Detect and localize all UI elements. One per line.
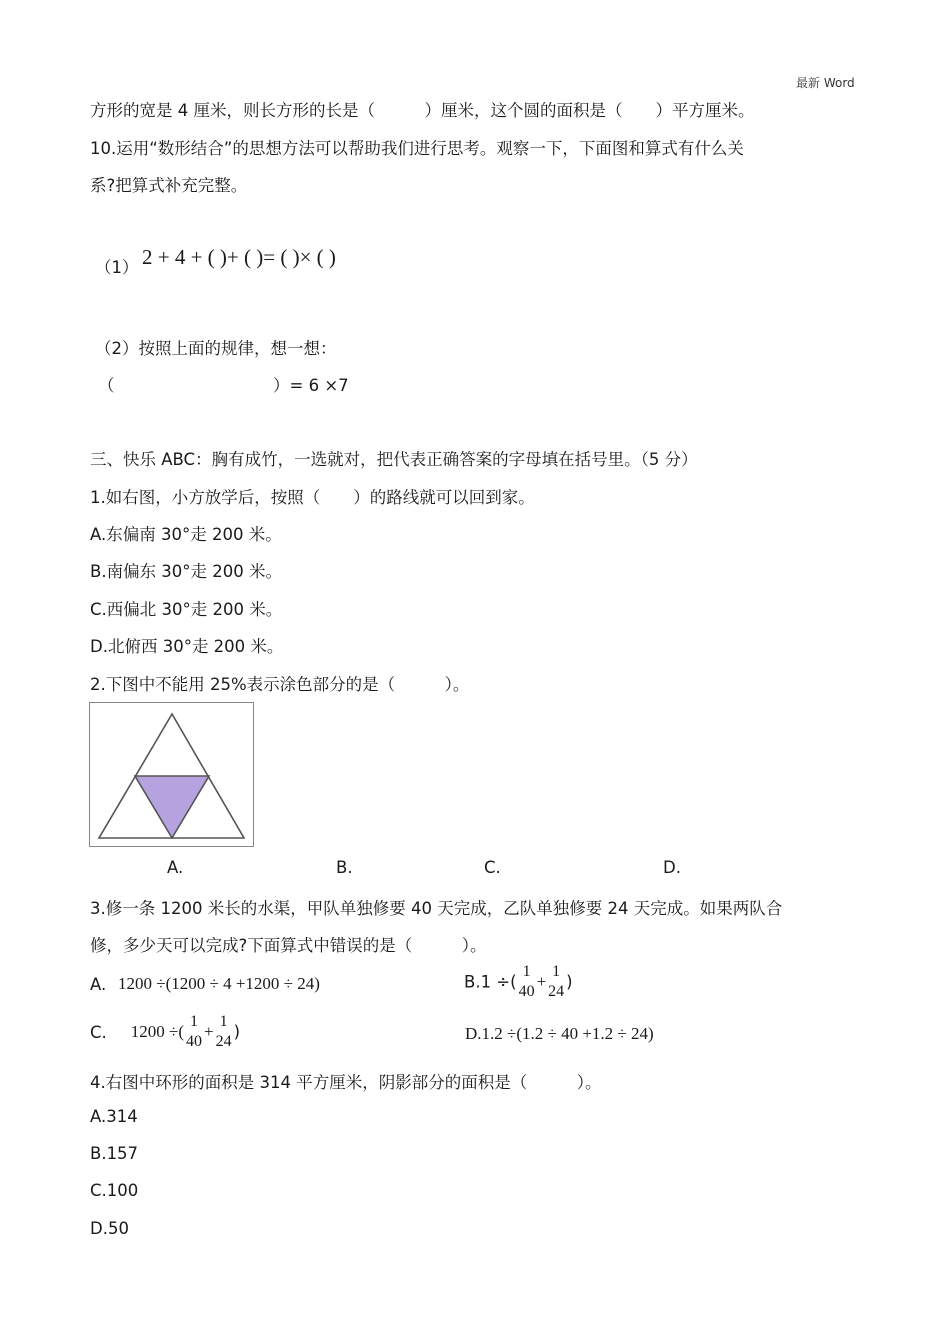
figure-label-c: C.	[484, 858, 501, 877]
fraction	[186, 1012, 202, 1052]
figure-label-b: B.	[336, 858, 353, 877]
denominator: 24	[548, 983, 565, 1000]
option: C.西偏北 30°走 200 米。	[90, 600, 283, 619]
fraction	[548, 962, 564, 1002]
option-b: B.1 ÷( 1 40 + 1 24 )	[464, 963, 573, 1000]
numerator: 1	[219, 1013, 228, 1030]
option: D.50	[90, 1219, 129, 1238]
option: B.南偏东 30°走 200 米。	[90, 562, 283, 581]
option: C.100	[90, 1181, 139, 1200]
document-header: 最新 Word	[796, 76, 855, 90]
option: B.157	[90, 1144, 139, 1163]
option: D.北俯西 30°走 200 米。	[90, 637, 284, 656]
option-d-expression: D.1.2 ÷(1.2 ÷ 40 +1.2 ÷ 24)	[465, 1024, 654, 1043]
paren-close: )	[566, 972, 573, 992]
equation-close: ）= 6 ×7	[273, 376, 349, 395]
option-expression: 1200 ÷(1200 ÷ 4 +1200 ÷ 24)	[118, 974, 320, 993]
equation: 2 + 4 + ( )+ ( )= ( )× ( )	[142, 245, 336, 269]
fraction	[216, 1012, 232, 1052]
figure-label-a: A.	[167, 858, 184, 877]
option-b-label: B.1 ÷(	[464, 972, 517, 992]
paren-close: )	[233, 1022, 241, 1042]
text-line: 方形的宽是 4 厘米，则长方形的长是（ ）厘米，这个圆的面积是（ ）平方厘米。	[90, 101, 755, 120]
option-c-prefix: 1200 ÷(	[130, 1022, 185, 1041]
question: 2.下图中不能用 25%表示涂色部分的是（ ）。	[90, 675, 470, 694]
numerator: 1	[190, 1013, 199, 1030]
section-heading: 三、快乐 ABC：胸有成竹，一选就对，把代表正确答案的字母填在括号里。（5 分）	[90, 450, 698, 469]
option-c: C. 1200 ÷( 1 40 + 1 24 )	[90, 1013, 241, 1050]
numerator: 1	[522, 963, 531, 980]
option-label: A.	[90, 975, 107, 994]
numerator: 1	[552, 963, 561, 980]
equation-label: （1）	[95, 258, 139, 277]
option: A.东偏南 30°走 200 米。	[90, 525, 282, 544]
question: 4.右图中环形的面积是 314 平方厘米，阴影部分的面积是（ ）。	[90, 1073, 602, 1092]
text-line: （2）按照上面的规律，想一想：	[95, 339, 337, 358]
denominator: 40	[186, 1033, 203, 1050]
text-line: 10.运用“数形结合”的思想方法可以帮助我们进行思考。观察一下，下面图和算式有什么关	[90, 139, 744, 158]
triangle-figure	[89, 702, 255, 848]
shaded-triangle	[135, 776, 209, 838]
question: 修，多少天可以完成?下面算式中错误的是（ ）。	[90, 936, 487, 955]
equation-open: （	[98, 376, 115, 395]
option-c-label: C.	[90, 1022, 107, 1042]
option: A.314	[90, 1107, 138, 1126]
text-line: 系?把算式补充完整。	[90, 176, 248, 195]
figure-label-d: D.	[663, 858, 681, 877]
denominator: 24	[215, 1033, 232, 1050]
fraction	[519, 962, 535, 1002]
question: 1.如右图，小方放学后，按照（ ）的路线就可以回到家。	[90, 488, 535, 507]
denominator: 40	[518, 983, 535, 1000]
question: 3.修一条 1200 米长的水渠，甲队单独修要 40 天完成，乙队单独修要 24 天完成。如果两队合	[90, 899, 783, 918]
